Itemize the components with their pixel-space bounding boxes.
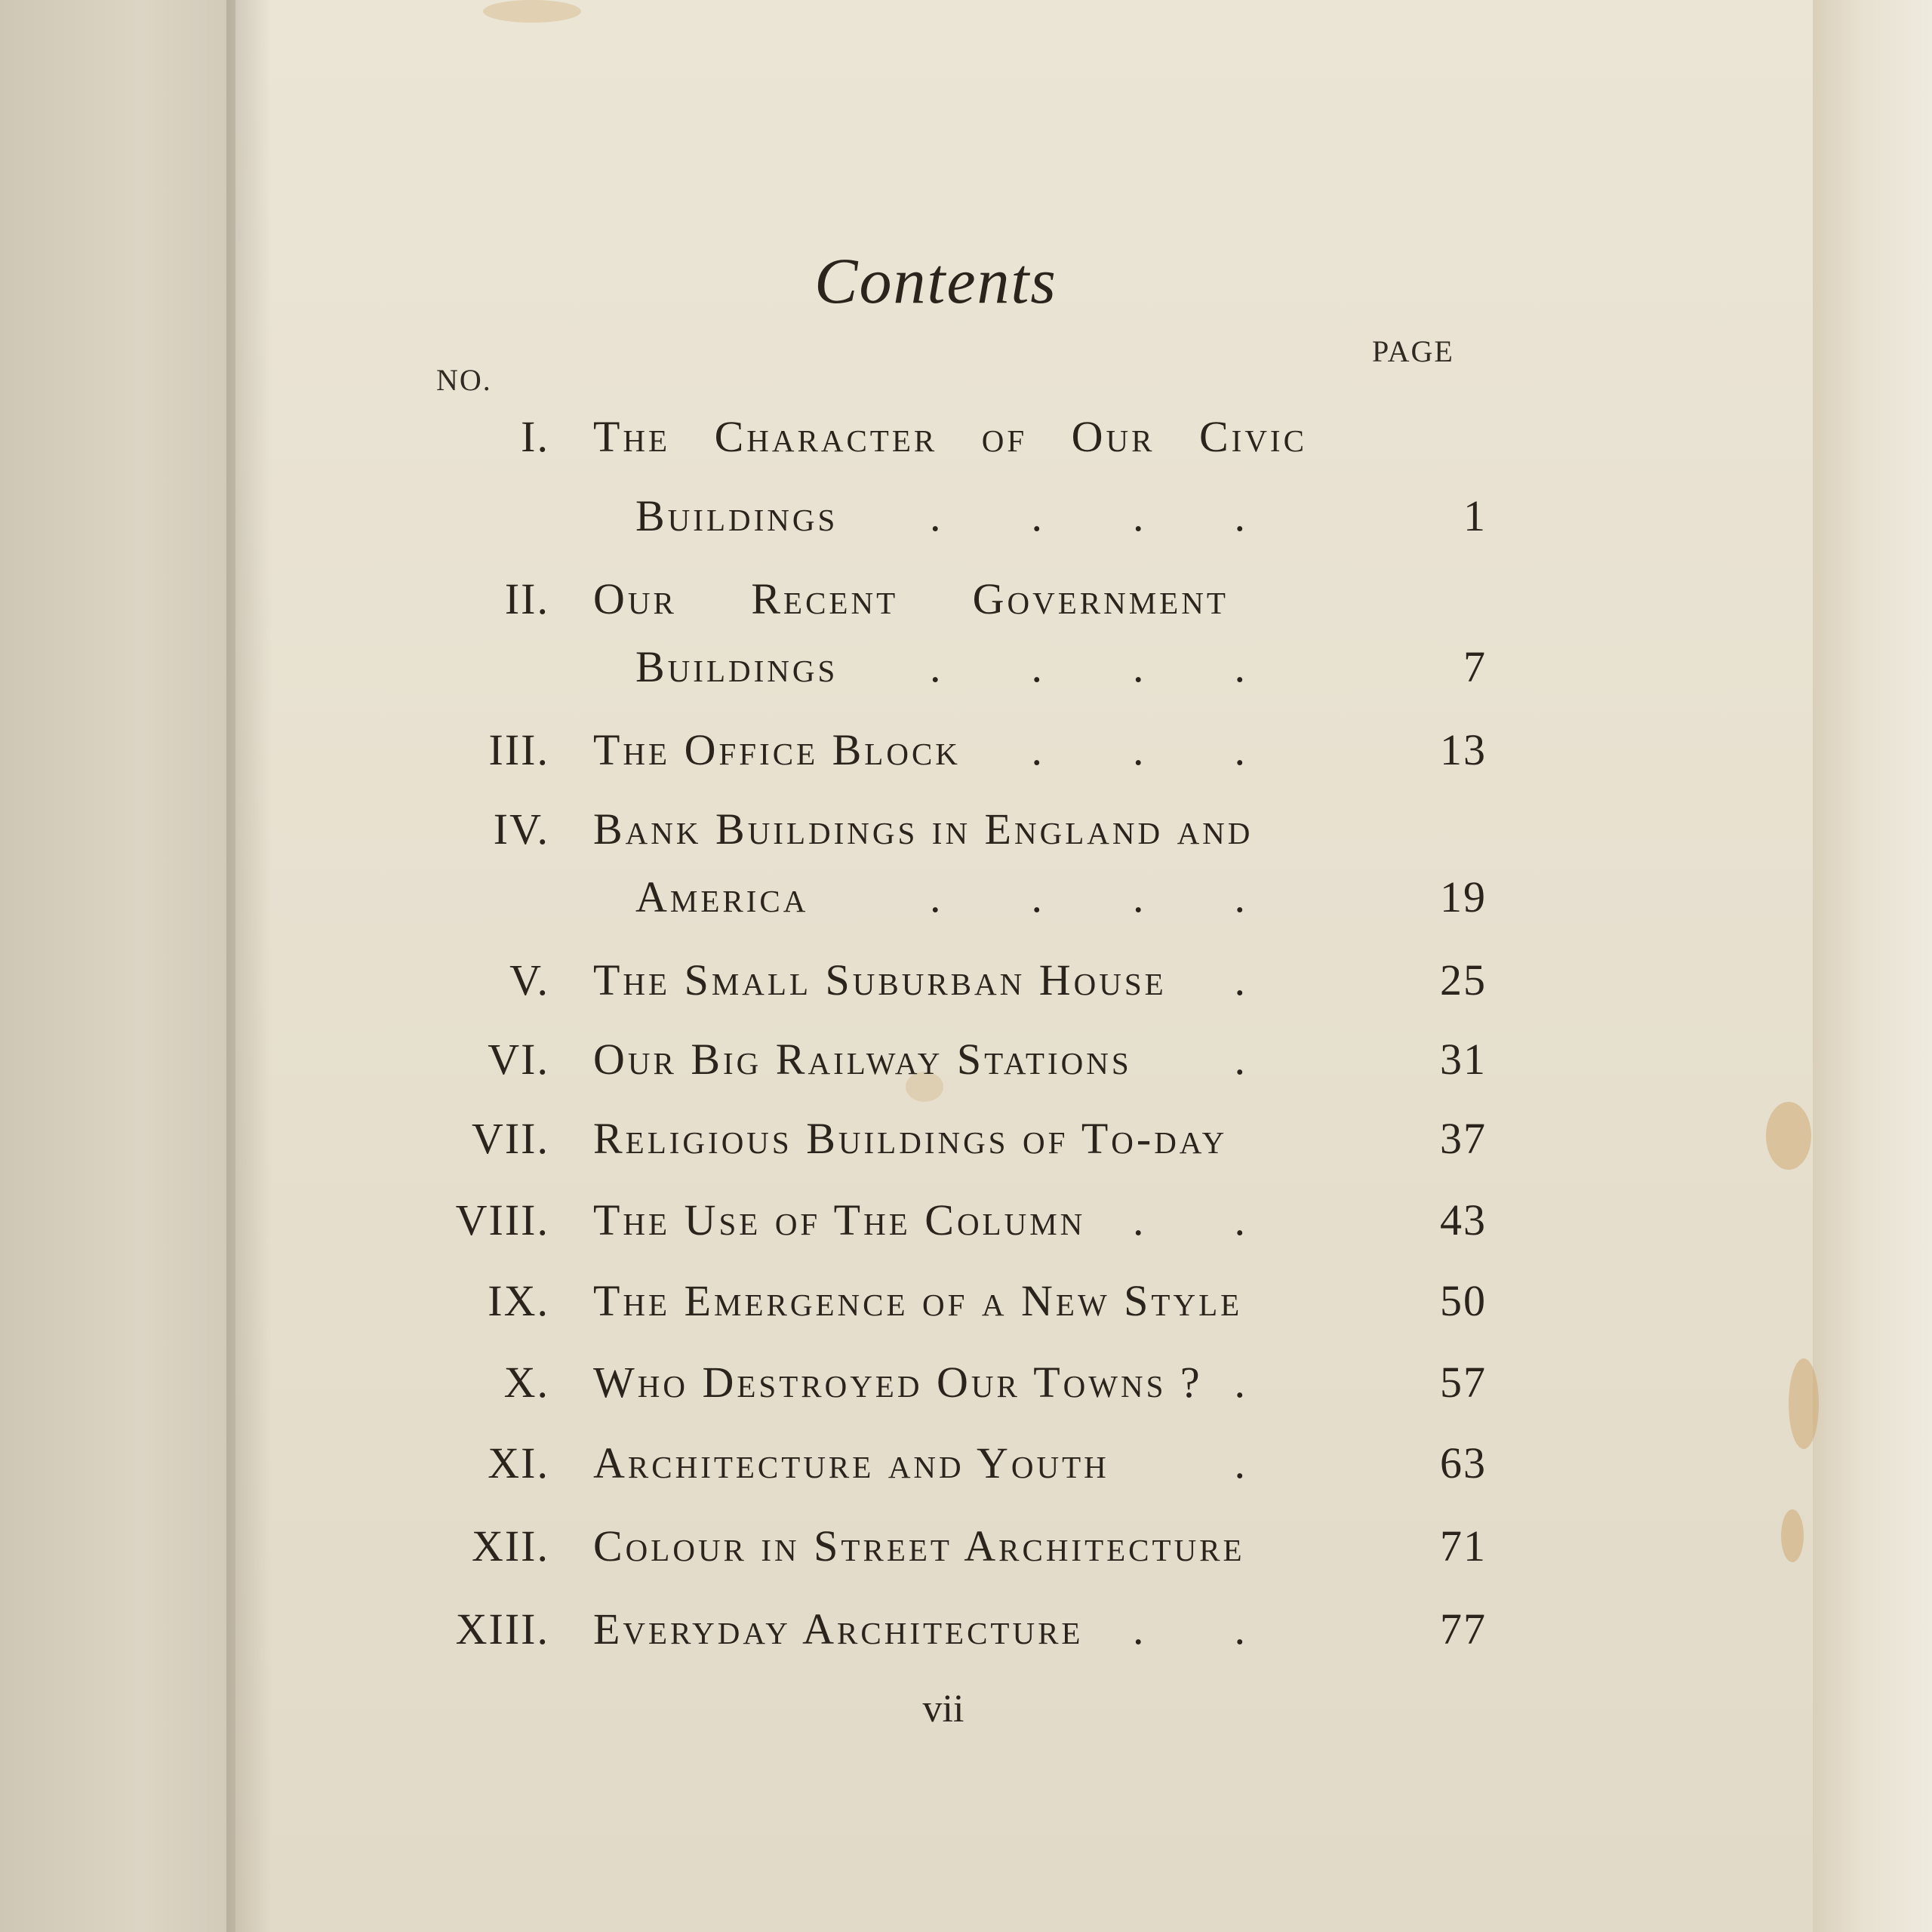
dot-leaders: .... bbox=[930, 872, 1336, 921]
chapter-title: Colour in Street Architecture bbox=[593, 1521, 1245, 1571]
chapter-number: VI. bbox=[488, 1035, 549, 1084]
chapter-title: Who Destroyed Our Towns ? bbox=[593, 1358, 1203, 1407]
chapter-number: XI. bbox=[488, 1438, 549, 1487]
chapter-title: Our Big Railway Stations bbox=[593, 1035, 1132, 1084]
chapter-number: IV. bbox=[493, 804, 549, 854]
chapter-number: III. bbox=[488, 725, 549, 774]
page-number: 19 bbox=[1440, 872, 1487, 921]
chapter-title: Architecture and Youth bbox=[593, 1438, 1109, 1487]
page-folio: vii bbox=[922, 1687, 964, 1730]
page-number: 31 bbox=[1440, 1035, 1487, 1084]
chapter-title-line2: Buildings bbox=[635, 642, 838, 691]
page-number: 13 bbox=[1440, 725, 1487, 774]
chapter-title: Bank Buildings in England and bbox=[593, 804, 1254, 854]
dot-leaders: ... bbox=[1031, 725, 1336, 774]
dot-leaders: .. bbox=[1133, 1604, 1336, 1654]
page-column-header: PAGE bbox=[1372, 334, 1454, 368]
foxing-stain bbox=[1789, 1358, 1819, 1449]
foxing-stain bbox=[483, 0, 581, 23]
chapter-title: The Emergence of a New Style bbox=[593, 1276, 1243, 1325]
dot-leaders: . bbox=[1234, 1438, 1336, 1487]
dot-leaders: .... bbox=[930, 491, 1336, 540]
foxing-stain bbox=[1766, 1102, 1811, 1170]
number-column-header: NO. bbox=[436, 363, 492, 397]
chapter-title: The Office Block bbox=[593, 725, 961, 774]
page-number: 7 bbox=[1463, 642, 1487, 691]
chapter-number: V. bbox=[509, 955, 549, 1004]
chapter-title: The Small Suburban House bbox=[593, 955, 1167, 1004]
page-number: 50 bbox=[1440, 1276, 1487, 1325]
chapter-number: XII. bbox=[471, 1521, 549, 1571]
page-number: 37 bbox=[1440, 1114, 1487, 1163]
dot-leaders: . bbox=[1234, 1358, 1336, 1407]
dot-leaders: . bbox=[1234, 955, 1336, 1004]
chapter-number: IX. bbox=[488, 1276, 549, 1325]
chapter-number: I. bbox=[521, 412, 549, 461]
chapter-title-line2: Buildings bbox=[635, 491, 838, 540]
contents-title: Contents bbox=[814, 245, 1057, 317]
chapter-title: The Character of Our Civic bbox=[593, 412, 1307, 461]
page-number: 43 bbox=[1440, 1195, 1487, 1244]
dot-leaders: . bbox=[1234, 1035, 1336, 1084]
chapter-number: VII. bbox=[471, 1114, 549, 1163]
page-number: 57 bbox=[1440, 1358, 1487, 1407]
foxing-stain bbox=[1781, 1509, 1804, 1562]
dot-leaders: .. bbox=[1133, 1195, 1336, 1244]
chapter-number: X. bbox=[503, 1358, 549, 1407]
chapter-number: VIII. bbox=[455, 1195, 549, 1244]
page-number: 1 bbox=[1463, 491, 1487, 540]
chapter-number: II. bbox=[504, 574, 549, 623]
page-number: 25 bbox=[1440, 955, 1487, 1004]
page-number: 63 bbox=[1440, 1438, 1487, 1487]
page-number: 77 bbox=[1440, 1604, 1487, 1654]
chapter-title-line2: America bbox=[635, 872, 809, 921]
chapter-title: Everyday Architecture bbox=[593, 1604, 1084, 1654]
chapter-number: XIII. bbox=[455, 1604, 549, 1654]
chapter-title: Religious Buildings of To-day bbox=[593, 1114, 1228, 1163]
chapter-title: The Use of The Column bbox=[593, 1195, 1086, 1244]
page-number: 71 bbox=[1440, 1521, 1487, 1571]
chapter-title: Our Recent Government bbox=[593, 574, 1229, 623]
dot-leaders: .... bbox=[930, 642, 1336, 691]
